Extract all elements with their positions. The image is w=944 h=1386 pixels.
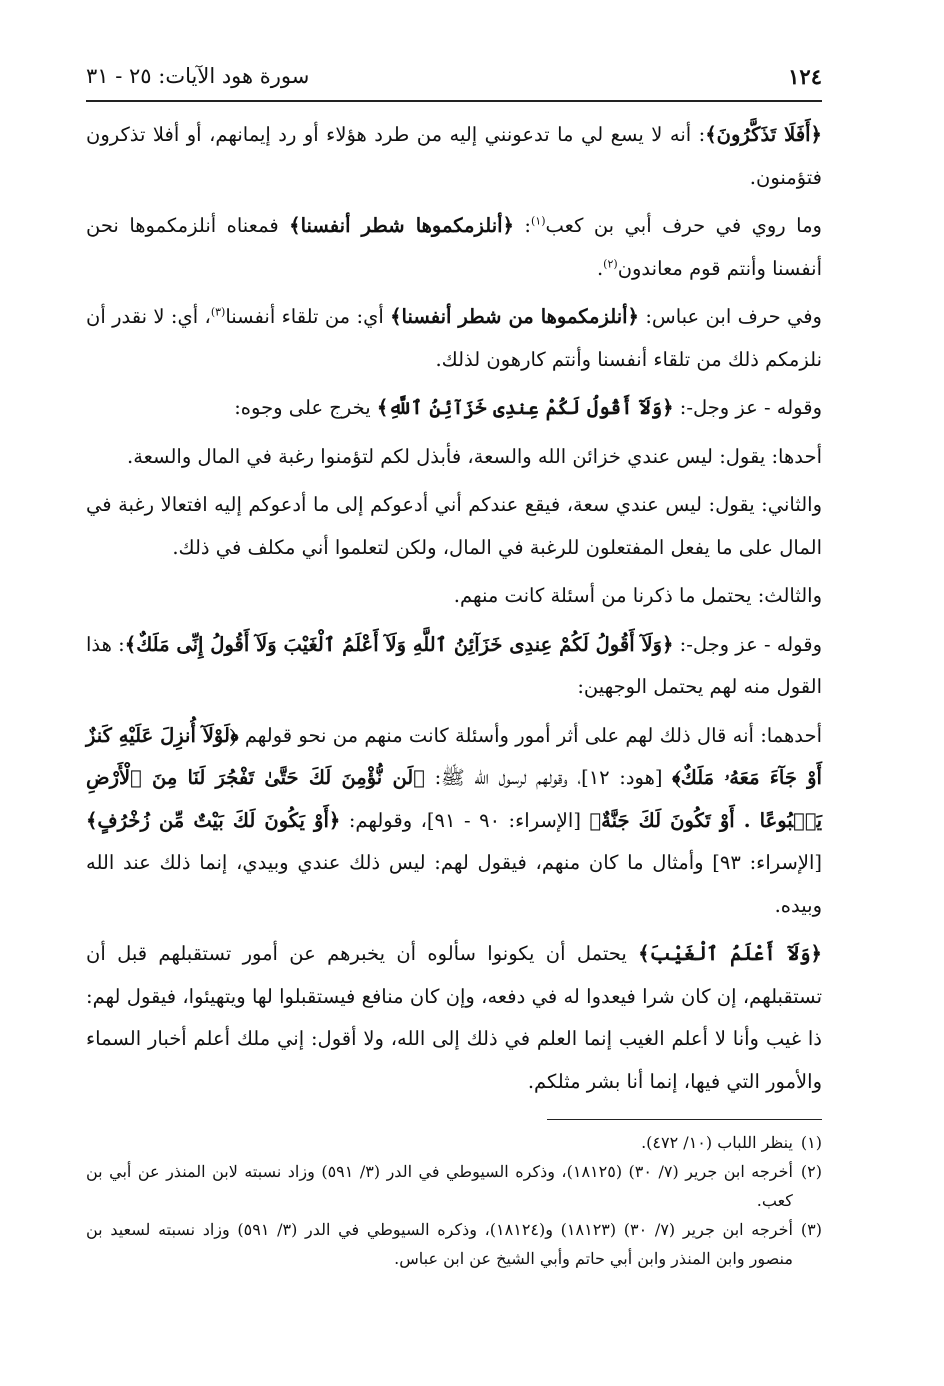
paragraph-text: ، أي: لا نقدر أن نلزمكم ذلك من تلقاء أنفسنا وأنتم كارهون لذلك. <box>86 305 822 371</box>
footnote-text: ينظر اللباب (١٠/ ٤٧٢). <box>641 1133 793 1152</box>
paragraph-text: [هود: ١٢]، وقولهم لرسول الله ﷺ: <box>424 766 673 789</box>
footnote-text: أخرجه ابن جرير (٧/ ٣٠) (١٨١٢٣) و(١٨١٢٤)، وذكره السيوطي في الدر (٣/ ٥٩١) وزاد نسبته لسعيد بن منصور وابن المنذر وابن أبي حاتم وأبي الشيخ عن ابن عباس. <box>86 1220 793 1268</box>
quran-quote: ﴿أَفَلَا تَذَكَّرُونَ﴾ <box>705 123 822 146</box>
footnote-separator <box>547 1119 822 1120</box>
paragraph <box>86 114 822 199</box>
quran-quote: ﴿لَوْلَآ أُنزِلَ عَلَيْهِ كَنزٌ أَوْ جَآءَ مَعَهُۥ مَلَكٌ﴾ <box>86 723 822 789</box>
paragraph-text: [الإسراء: ٩٠ - ٩١]، وقولهم: <box>340 808 590 832</box>
paragraph-text: أي: من تلقاء أنفسنا <box>225 305 391 328</box>
footnote-separator-wrap <box>86 1109 822 1128</box>
paragraph-text: . <box>596 256 604 280</box>
footnote-number: (٣) <box>800 1220 822 1239</box>
paragraph-text: يخرج على وجوه: <box>234 396 377 419</box>
paragraph-text: : أنه لا يسع لي ما تدعونني إليه من طرد هؤلاء أو رد إيمانهم، أو أفلا تذكرون فتؤمنون. <box>86 123 822 189</box>
paragraph-text: والثاني: يقول: ليس عندي سعة، فيقع عندكم أني أدعوكم إلى ما أدعوكم إليه افتعالا رغبة في المال على ما يفعل المفتعلون للرغبة في المال، ولكن لتعلموا أني مكلف في ذلك. <box>86 493 822 559</box>
book-page <box>86 52 822 1273</box>
paragraph <box>86 624 822 709</box>
paragraph <box>86 205 822 290</box>
paragraph-text: فمعناه أنلزمكموها نحن أنفسنا وأنتم قوم معاندون <box>86 214 822 280</box>
footnote-number: (١) <box>800 1133 822 1152</box>
quran-quote: ﴿لَن نُّؤْمِنَ لَكَ حَتَّىٰ تَفْجُرَ لَنَا مِنَ ٱلْأَرْضِ يَنۢبُوعًا . أَوْ تَكُونَ لَكَ جَنَّةٌ﴾ <box>86 766 822 832</box>
paragraph <box>86 575 822 618</box>
quran-quote: ﴿وَلَآ أَعْلَمُ ٱلْغَيْبَ﴾ <box>638 942 822 965</box>
footnote-ref: (٣) <box>210 305 226 319</box>
paragraph-text: : <box>513 214 531 237</box>
paragraph <box>86 387 822 430</box>
running-title: سورة هود الآيات: ٢٥ - ٣١ <box>86 64 310 88</box>
paragraph-text: والثالث: يحتمل ما ذكرنا من أسئلة كانت منهم. <box>453 584 822 607</box>
page-number: ١٢٤ <box>788 63 822 89</box>
footnote-ref: (١) <box>531 214 546 228</box>
paragraph-text: وقوله - عز وجل-: <box>673 632 822 656</box>
paragraph-text: [الإسراء: ٩٣] وأمثال ما كان منهم، فيقول لهم: ليس ذلك عندي وبيدي، إنما ذلك عند الله وبيده. <box>86 851 822 917</box>
quran-quote: ﴿أنلزمكموها من شطر أنفسنا﴾ <box>390 305 639 328</box>
paragraph-text: وما روي في حرف أبي بن كعب <box>545 214 822 237</box>
paragraph-text: وقوله - عز وجل-: <box>673 396 822 419</box>
paragraph <box>86 436 822 479</box>
page-header <box>86 52 822 102</box>
footnote-text: أخرجه ابن جرير (٧/ ٣٠) (١٨١٢٥)، وذكره السيوطي في الدر (٣/ ٥٩١) وزاد نسبته لابن المنذر عن أبي بن كعب. <box>86 1162 793 1210</box>
paragraph-text: يحتمل أن يكونوا سألوه أن يخبرهم عن أمور تستقبلهم قبل أن تستقبلهم، إن كان شرا فيعدوا له في دفعه، وإن كان منافع فيستقبلوا لها ويتهيئوا، فيقول لهم: ذا غيب وأنا لا أعلم الغيب إنما العلم في ذلك إلى الله، ولا أقول: إني ملك أعلم أخبار السماء والأمور التي فيها، إنما أنا بشر مثلكم. <box>86 942 822 1093</box>
main-text <box>86 114 822 1103</box>
paragraph-text: أحدهما: أنه قال ذلك لهم على أثر أمور وأسئلة كانت منهم من نحو قولهم <box>238 723 822 747</box>
paragraph-text: أحدها: يقول: ليس عندي خزائن الله والسعة، فأبذل لكم لتؤمنوا رغبة في المال والسعة. <box>127 444 822 468</box>
footnote <box>86 1215 822 1273</box>
footnote <box>86 1157 822 1215</box>
paragraph-text: وفي حرف ابن عباس: <box>638 305 822 328</box>
paragraph-text: : هذا القول منه لهم يحتمل الوجهين: <box>86 632 822 698</box>
paragraph <box>86 933 822 1103</box>
paragraph <box>86 484 822 569</box>
footnote <box>86 1128 822 1157</box>
quran-quote: ﴿وَلَآ أَقُولُ لَكُمْ عِندِى خَزَآئِنُ ٱللَّهِ﴾ <box>376 396 674 419</box>
quran-quote: ﴿أنلزمكموها شطر أنفسنا﴾ <box>289 214 514 237</box>
footnotes <box>86 1128 822 1273</box>
quran-quote: ﴿وَلَآ أَقُولُ لَكُمْ عِندِى خَزَآئِنُ ٱللَّهِ وَلَآ أَعْلَمُ ٱلْغَيْبَ وَلَآ أَقُولُ إِنِّى مَلَكٌ﴾ <box>124 632 674 656</box>
footnote-number: (٢) <box>800 1162 822 1181</box>
paragraph <box>86 296 822 381</box>
paragraph <box>86 715 822 928</box>
quran-quote: ﴿أَوْ يَكُونَ لَكَ بَيْتٌ مِّن زُخْرُفٍ﴾ <box>86 808 341 832</box>
footnote-ref: (٢) <box>603 257 618 270</box>
